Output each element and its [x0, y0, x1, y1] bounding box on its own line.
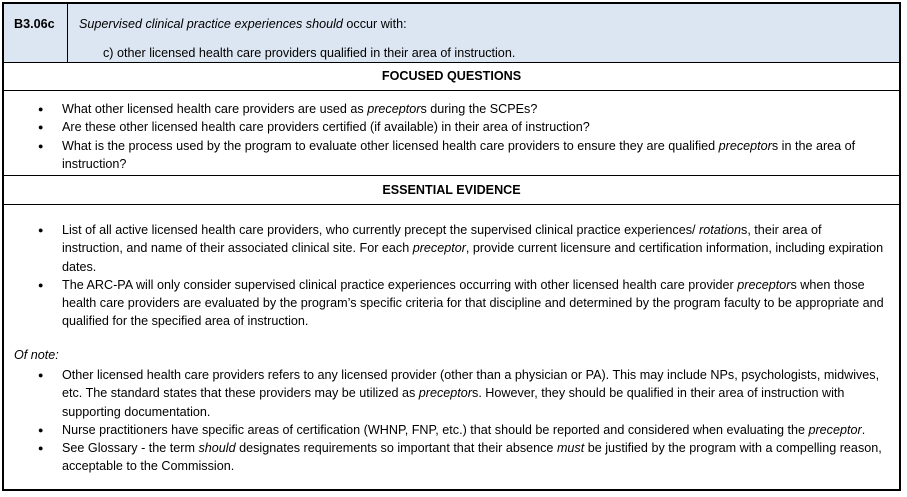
essential-evidence-list — [4, 221, 899, 331]
list-item: ● The ARC-PA will only consider supervised clinical practice experiences occurring with other licensed health care provider preceptors when those health care providers are evaluated by the program’s specific criteria for that discipline and determined by the program faculty to be appropriate and qualified for the specified area of instruction. — [4, 276, 899, 331]
list-item: ● Nurse practitioners have specific areas of certification (WHNP, FNP, etc.) that should be reported and considered when evaluating the preceptor. — [4, 421, 899, 439]
list-item: ● List of all active licensed health care providers, who currently precept the supervised clinical practice experiences/ rotations, their area of instruction, and name of their associated clinical site. For each preceptor, provide current licensure and certification information, including expiration dates. — [4, 221, 899, 276]
essential-evidence-heading: ESSENTIAL EVIDENCE — [4, 175, 899, 205]
notes-list — [4, 366, 899, 476]
focused-questions-heading: FOCUSED QUESTIONS — [4, 62, 899, 91]
list-item: ● Other licensed health care providers refers to any licensed provider (other than a physician or PA). This may include NPs, psychologists, midwives, etc. The standard states that these providers may be utilized as preceptors. However, they should be qualified in their area of instruction with supporting documentation. — [4, 366, 899, 421]
standard-id: B3.06c — [4, 4, 68, 62]
standard-table — [2, 2, 901, 491]
focused-questions-list — [4, 100, 899, 173]
list-item: ● Are these other licensed health care providers certified (if available) in their area of instruction? — [4, 118, 899, 136]
standard-header — [4, 4, 899, 63]
list-item: ● What other licensed health care providers are used as preceptors during the SCPEs? — [4, 100, 899, 118]
list-item: ● What is the process used by the program to evaluate other licensed health care providers to ensure they are qualified preceptors in the area of instruction? — [4, 137, 899, 174]
standard-statement: Supervised clinical practice experiences should occur with: — [79, 17, 407, 31]
list-item: ● See Glossary - the term should designates requirements so important that their absence must be justified by the program with a compelling reason, acceptable to the Commission. — [4, 439, 899, 476]
standard-subitem: c) other licensed health care providers qualified in their area of instruction. — [103, 46, 516, 60]
of-note-label: Of note: — [14, 348, 59, 362]
